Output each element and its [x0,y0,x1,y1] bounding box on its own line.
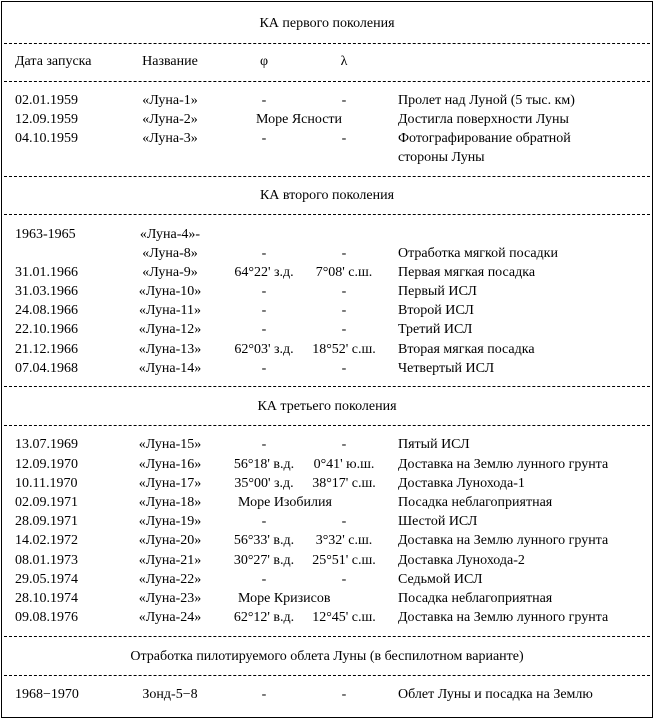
dashed-divider [4,386,650,387]
cell-note: Посадка неблагоприятная [398,591,553,606]
cell-note: Пятый ИСЛ [398,437,470,452]
cell-name: «Луна-11» [139,303,201,318]
cell-name: «Луна-8» [142,246,198,261]
cell-date: 07.04.1968 [15,361,78,376]
cell-note: Отработка мягкой посадки [398,246,558,261]
section-title: КА второго поколения [259,188,395,203]
cell-note: Посадка неблагоприятная [398,495,553,510]
cell-note: Седьмой ИСЛ [398,572,483,587]
cell-date: 31.03.1966 [15,284,78,299]
cell-lambda: - [341,514,347,529]
table-row [2,608,652,627]
cell-phi: 30°27' в.д. [233,553,295,568]
cell-date: 1963-1965 [15,227,76,242]
dashed-divider [4,43,650,44]
cell-date: 28.09.1971 [15,514,78,529]
table-row [2,531,652,550]
table-row [2,570,652,589]
cell-name: «Луна-4»- [139,227,201,242]
cell-lambda: - [341,361,347,376]
cell-lambda: 12°45' с.ш. [312,610,376,625]
dashed-divider [4,425,650,426]
cell-name: «Луна-16» [138,457,202,472]
cell-phi: - [261,303,267,318]
cell-note: Достигла поверхности Луны [398,112,569,127]
cell-name: «Луна-12» [138,322,202,337]
cell-name: «Луна-15» [138,437,202,452]
cell-date: 24.08.1966 [15,303,78,318]
cell-name: «Луна-20» [138,533,202,548]
cell-date: 02.09.1971 [15,495,78,510]
cell-note: Третий ИСЛ [398,322,473,337]
cell-note: Доставка Лунохода-1 [398,476,525,491]
cell-phi: - [261,131,267,146]
cell-name: «Луна-1» [142,93,198,108]
cell-phi: Море Изобилия [238,495,332,510]
cell-date: 13.07.1969 [15,437,78,452]
dashed-divider [4,214,650,215]
cell-note: Доставка на Землю лунного грунта [398,533,609,548]
cell-note: стороны Луны [398,150,485,165]
table-row [2,455,652,474]
cell-name: «Луна-24» [138,610,202,625]
cell-date: 02.01.1959 [15,93,78,108]
table-row [2,91,652,110]
cell-date: 09.08.1976 [15,610,78,625]
cell-name: «Луна-2» [142,112,198,127]
table-row [2,474,652,493]
cell-lambda: - [341,131,347,146]
cell-lambda: - [341,93,347,108]
cell-phi: 56°18' в.д. [233,457,295,472]
cell-date: 1968−1970 [15,687,79,702]
cell-phi: - [261,514,267,529]
cell-date: 12.09.1959 [15,112,78,127]
cell-name: «Луна-13» [138,342,202,357]
cell-note: Доставка на Землю лунного грунта [398,457,609,472]
cell-note: Первая мягкая посадка [398,265,536,280]
cell-lambda: - [341,322,347,337]
cell-date: 22.10.1966 [15,322,78,337]
cell-lambda: - [341,572,347,587]
dashed-divider [4,176,650,177]
cell-lambda: 7°08' с.ш. [315,265,373,280]
cell-date: 04.10.1959 [15,131,78,146]
cell-phi: 35°00' з.д. [234,476,294,491]
cell-phi: 64°22' з.д. [234,265,294,280]
section-title: КА первого поколения [259,16,395,31]
cell-name: «Луна-14» [138,361,202,376]
cell-lambda: - [341,284,347,299]
dashed-divider [4,675,650,676]
cell-date: 08.01.1973 [15,553,78,568]
cell-phi: - [261,572,267,587]
header-lambda: λ [340,54,348,69]
cell-lambda: 0°41' ю.ш. [313,457,375,472]
cell-phi: - [261,93,267,108]
cell-note: Шестой ИСЛ [398,514,478,529]
cell-name: «Луна-18» [138,495,202,510]
table-row [2,340,652,359]
cell-lambda: - [341,687,347,702]
table-row [2,589,652,608]
table-row [2,225,652,244]
cell-note: Доставка на Землю лунного грунта [398,610,609,625]
cell-lambda: - [341,437,347,452]
cell-lambda: - [341,246,347,261]
cell-note: Пролет над Луной (5 тыс. км) [398,93,575,108]
cell-note: Второй ИСЛ [398,303,474,318]
cell-note: Вторая мягкая посадка [398,342,535,357]
cell-date: 29.05.1974 [15,572,78,587]
cell-note: Четвертый ИСЛ [398,361,495,376]
cell-date: 28.10.1974 [15,591,78,606]
cell-lambda: 3°32' с.ш. [315,533,373,548]
cell-note: Первый ИСЛ [398,284,477,299]
cell-lambda: 25°51' с.ш. [312,553,376,568]
cell-phi: - [261,687,267,702]
cell-lambda: 38°17' с.ш. [312,476,376,491]
table-row [2,263,652,282]
cell-lambda: 18°52' с.ш. [312,342,376,357]
header-phi: φ [259,54,269,69]
cell-phi: - [261,361,267,376]
cell-name: «Луна-17» [138,476,202,491]
cell-phi: 62°12' в.д. [233,610,295,625]
table-row [2,320,652,339]
cell-date: 10.11.1970 [15,476,78,491]
cell-name: «Луна-3» [142,131,198,146]
cell-note: Доставка Лунохода-2 [398,553,525,568]
cell-name: «Луна-10» [138,284,202,299]
table-row [2,551,652,570]
dashed-divider [4,81,650,82]
cell-name: «Луна-19» [138,514,202,529]
cell-date: 31.01.1966 [15,265,78,280]
table-row [2,435,652,454]
cell-name: Зонд-5−8 [142,687,198,702]
table-row [2,301,652,320]
header-date: Дата запуска [15,54,92,69]
cell-name: «Луна-21» [138,553,202,568]
table-row [2,512,652,531]
cell-note: Облет Луны и посадка на Землю [398,687,593,702]
dashed-divider [4,636,650,637]
cell-phi: Море Ясности [256,112,343,127]
table-row [2,244,652,263]
cell-lambda: - [341,303,347,318]
cell-name: «Луна-22» [138,572,202,587]
cell-phi: - [261,437,267,452]
table-row-continuation [2,148,652,167]
lunar-missions-table [1,1,653,718]
header-name: Название [142,54,198,69]
table-row [2,493,652,512]
cell-phi: - [261,246,267,261]
table-row [2,685,652,704]
table-row [2,282,652,301]
cell-name: «Луна-23» [138,591,202,606]
table-row [2,359,652,378]
cell-date: 12.09.1970 [15,457,78,472]
header-row [2,52,652,71]
cell-phi: 62°03' з.д. [234,342,294,357]
table-row [2,110,652,129]
cell-phi: Море Кризисов [238,591,331,606]
section-title: КА третьего поколения [257,399,397,414]
section-title: Отработка пилотируемого облета Луны (в беспилотном варианте) [130,649,524,664]
cell-name: «Луна-9» [142,265,198,280]
cell-phi: - [261,322,267,337]
cell-date: 14.02.1972 [15,533,78,548]
table-row [2,129,652,148]
cell-note: Фотографирование обратной [398,131,571,146]
cell-phi: 56°33' в.д. [233,533,295,548]
cell-date: 21.12.1966 [15,342,78,357]
cell-phi: - [261,284,267,299]
